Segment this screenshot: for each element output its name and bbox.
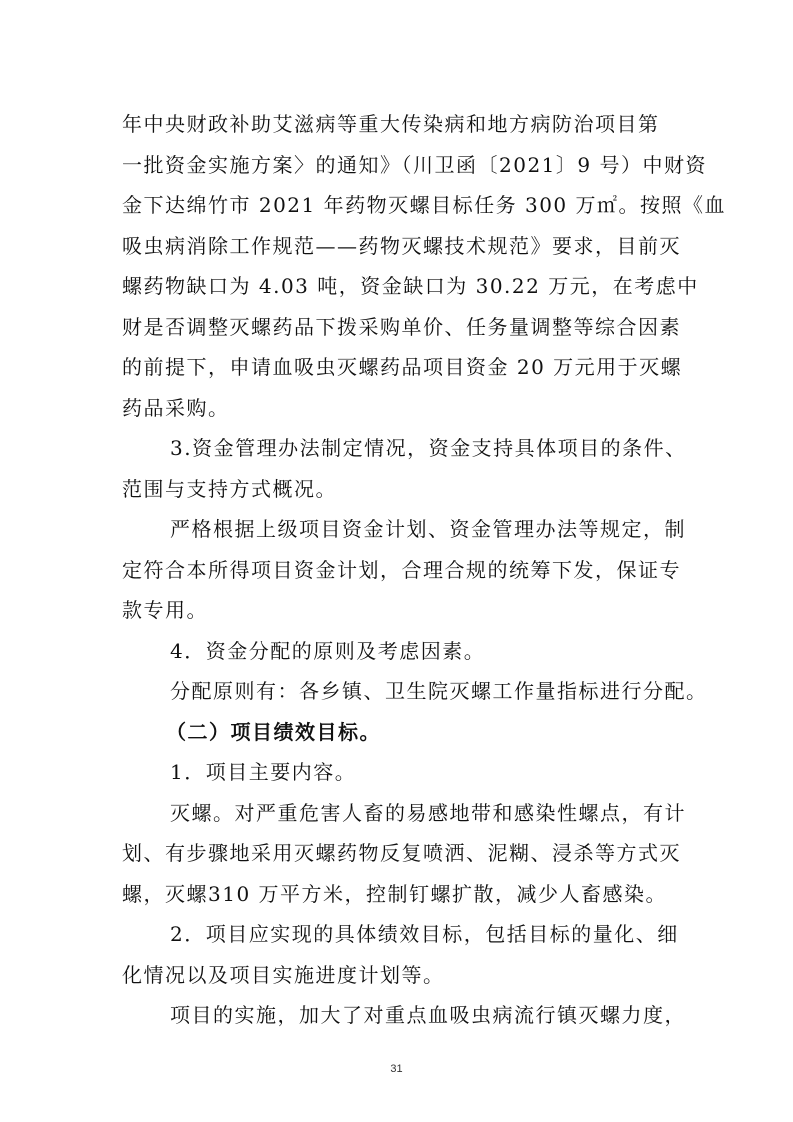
text-line-12: 定符合本所得项目资金计划，合理合规的统筹下发，保证专 xyxy=(122,557,681,582)
section-heading-3: 3.资金管理办法制定情况，资金支持具体项目的条件、 xyxy=(170,436,687,460)
text-line-6: 财是否调整灭螺药品下拨采购单价、任务量调整等综合因素 xyxy=(122,314,681,339)
text-line-8: 药品采购。 xyxy=(122,395,230,420)
text-line-22: 化情况以及项目实施进度计划等。 xyxy=(122,962,445,987)
text-line-5: 螺药物缺口为 4.03 吨，资金缺口为 30.22 万元，在考虑中 xyxy=(122,274,699,298)
text-line-10: 范围与支持方式概况。 xyxy=(122,476,337,501)
text-line-11: 严格根据上级项目资金计划、资金管理办法等规定，制 xyxy=(170,517,686,541)
section-heading-2: （二）项目绩效目标。 xyxy=(166,719,381,744)
page-number: 31 xyxy=(390,1062,403,1075)
section-heading-4: 4．资金分配的原则及考虑因素。 xyxy=(170,638,486,663)
text-line-15: 分配原则有：各乡镇、卫生院灭螺工作量指标进行分配。 xyxy=(170,679,708,703)
text-line-1: 年中央财政补助艾滋病等重大传染病和地方病防治项目第 xyxy=(122,112,660,136)
text-line-3: 金下达绵竹市 2021 年药物灭螺目标任务 300 万㎡。按照《血 xyxy=(122,193,727,217)
text-line-19: 划、有步骤地采用灭螺药物反复喷洒、泥糊、浸杀等方式灭 xyxy=(122,841,681,865)
text-line-13: 款专用。 xyxy=(122,598,208,622)
text-line-4: 吸虫病消除工作规范——药物灭螺技术规范》要求，目前灭 xyxy=(122,233,681,258)
subsection-heading-1: 1．项目主要内容。 xyxy=(170,760,357,784)
text-line-2: 一批资金实施方案〉的通知》（川卫函〔2021〕9 号）中财资 xyxy=(122,152,707,177)
text-line-23: 项目的实施，加大了对重点血吸虫病流行镇灭螺力度， xyxy=(170,1003,686,1027)
text-line-7: 的前提下，申请血吸虫灭螺药品项目资金 20 万元用于灭螺 xyxy=(122,355,683,379)
text-line-20: 螺，灭螺310 万平方米，控制钉螺扩散，减少人畜感染。 xyxy=(122,881,668,906)
text-line-18: 灭螺。对严重危害人畜的易感地带和感染性螺点，有计 xyxy=(170,800,686,825)
subsection-heading-2: 2．项目应实现的具体绩效目标，包括目标的量化、细 xyxy=(170,922,679,946)
